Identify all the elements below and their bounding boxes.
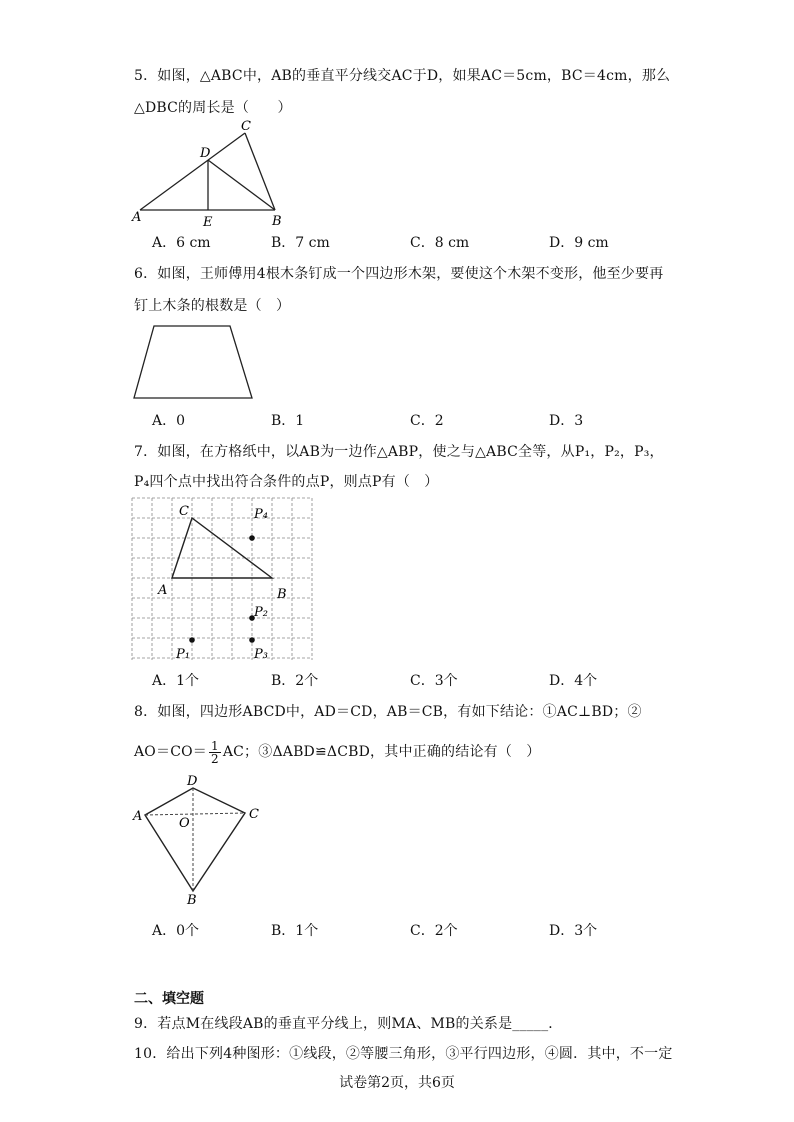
q10-text: 10．给出下列4种图形：①线段，②等腰三角形，③平行四边形，④圆．其中，不一定 bbox=[134, 1046, 673, 1062]
q8-line1: 8．如图，四边形ABCD中，AD＝CD，AB＝CB，有如下结论：①AC⊥BD；② bbox=[134, 704, 642, 720]
q7-option-c[interactable]: C．3个 bbox=[410, 673, 458, 689]
q8-label-b: B bbox=[187, 893, 197, 908]
q8-kite-figure bbox=[130, 770, 270, 908]
q6-line2: 钉上木条的根数是（ ） bbox=[134, 298, 291, 314]
q6-trapezoid-figure bbox=[130, 322, 260, 404]
q5-option-b[interactable]: B．7 cm bbox=[271, 235, 330, 251]
q5-label-d: D bbox=[200, 146, 211, 161]
q8-label-c: C bbox=[249, 807, 259, 822]
q6-option-c[interactable]: C．2 bbox=[410, 413, 444, 429]
section-title-fill-in: 二、填空题 bbox=[134, 991, 204, 1007]
q5-label-a: A bbox=[132, 210, 142, 225]
q5-line2: △DBC的周长是（ ） bbox=[134, 100, 292, 116]
q5-label-b: B bbox=[272, 214, 282, 229]
q7-label-p3: P₃ bbox=[254, 647, 268, 662]
q8-option-d[interactable]: D．3个 bbox=[549, 923, 598, 939]
q8-diagonal-ac bbox=[145, 813, 245, 815]
q7-option-d[interactable]: D．4个 bbox=[549, 673, 598, 689]
q7-label-a: A bbox=[158, 583, 168, 598]
q6-option-b[interactable]: B．1 bbox=[271, 413, 305, 429]
q6-trapezoid bbox=[134, 326, 252, 398]
q5-label-c: C bbox=[241, 119, 251, 134]
q8-label-a: A bbox=[133, 809, 143, 824]
q9-text: 9．若点M在线段AB的垂直平分线上，则MA、MB的关系是_____． bbox=[134, 1016, 563, 1032]
page-footer: 试卷第2页，共6页 bbox=[339, 1075, 455, 1091]
q7-point-p3 bbox=[249, 637, 255, 643]
q8-fraction-num: 1 bbox=[210, 738, 219, 753]
q7-point-p4 bbox=[249, 535, 255, 541]
q8-kite-abcd bbox=[145, 788, 245, 891]
q7-dashed-grid bbox=[132, 498, 312, 660]
q5-segment-ac bbox=[140, 133, 245, 210]
q7-grid-figure bbox=[132, 498, 316, 664]
q6-option-d[interactable]: D．3 bbox=[549, 413, 584, 429]
q8-option-a[interactable]: A．0个 bbox=[152, 923, 200, 939]
q5-label-e: E bbox=[203, 215, 213, 230]
q7-option-a[interactable]: A．1个 bbox=[152, 673, 200, 689]
q7-label-p2: P₂ bbox=[254, 605, 268, 620]
q7-label-p4: P₄ bbox=[254, 507, 268, 522]
q8-line2-post: AC；③ΔABD≌ΔCBD，其中正确的结论有（ ） bbox=[222, 744, 541, 760]
q8-fraction-den: 2 bbox=[210, 751, 219, 766]
q7-triangle-abc bbox=[172, 518, 272, 578]
q8-option-b[interactable]: B．1个 bbox=[271, 923, 319, 939]
q7-label-b: B bbox=[277, 587, 287, 602]
q5-option-c[interactable]: C．8 cm bbox=[410, 235, 470, 251]
q5-option-d[interactable]: D．9 cm bbox=[549, 235, 609, 251]
q7-label-c: C bbox=[179, 504, 189, 519]
q8-label-d: D bbox=[187, 774, 198, 789]
q7-line2: P₄四个点中找出符合条件的点P，则点P有（ ） bbox=[134, 474, 439, 490]
q7-label-p1: P₁ bbox=[176, 647, 190, 662]
q8-line2-pre: AO＝CO＝ bbox=[134, 744, 207, 760]
q7-line1: 7．如图，在方格纸中，以AB为一边作△ABP，使之与△ABC全等，从P₁，P₂，P₃， bbox=[134, 444, 664, 460]
q8-line2 bbox=[134, 738, 540, 766]
q5-option-a[interactable]: A．6 cm bbox=[152, 235, 211, 251]
q8-label-o: O bbox=[179, 816, 190, 831]
q5-line1: 5．如图，△ABC中，AB的垂直平分线交AC于D，如果AC＝5cm，BC＝4cm，那么 bbox=[134, 68, 671, 84]
q8-fraction bbox=[209, 740, 221, 765]
q5-figure bbox=[130, 118, 290, 230]
q8-option-c[interactable]: C．2个 bbox=[410, 923, 458, 939]
q6-line1: 6．如图，王师傅用4根木条钉成一个四边形木架，要使这个木架不变形，他至少要再 bbox=[134, 266, 664, 282]
q7-point-p1 bbox=[189, 637, 195, 643]
q7-option-b[interactable]: B．2个 bbox=[271, 673, 319, 689]
q6-option-a[interactable]: A．0 bbox=[152, 413, 186, 429]
